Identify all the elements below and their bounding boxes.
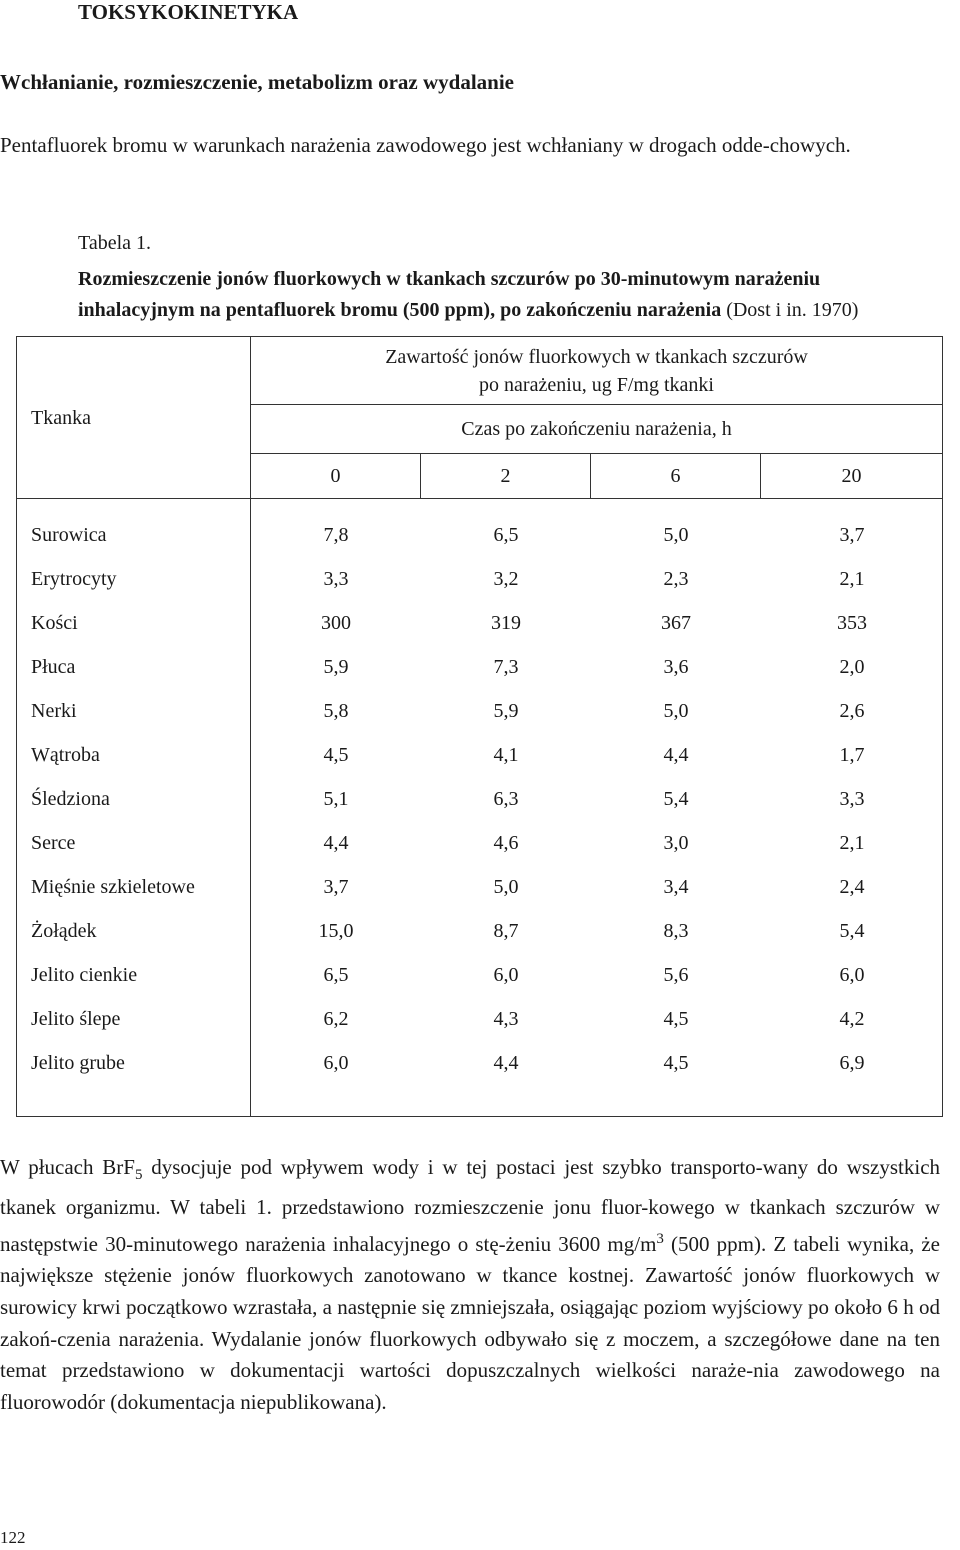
tissue-name: Jelito cienkie bbox=[31, 964, 138, 986]
table-row bbox=[251, 777, 943, 821]
tissue-name: Jelito ślepe bbox=[31, 1008, 121, 1030]
table-cell: 5,0 bbox=[663, 524, 689, 546]
table-cell: 2,0 bbox=[839, 656, 865, 678]
body-text-part: W płucach BrF bbox=[0, 1155, 135, 1179]
table-caption bbox=[78, 264, 941, 326]
table-cell: 8,7 bbox=[493, 920, 519, 942]
table-cell: 5,8 bbox=[323, 700, 349, 722]
table-row bbox=[251, 733, 943, 777]
body-text-part: (500 ppm). Z tabeli wynika, że największe stężenie jonów fluorkowych zanotowano w tkance kostnej. Zawartość jonów fluorkowych w surowicy krwi początkowo wzrastała, a następnie się zmniejszała, osiągając poziom wyjściowy po około 6 h od zakoń-czenia narażenia. Wydalanie jonów fluorkowych odbywało się z moczem, a szczegółowe dane na ten temat przedstawiono w dokumentacji wartości dopuszczalnych wielkości naraże-nia zawodowego na fluorowodór (dokumentacja niepublikowana). bbox=[0, 1231, 940, 1415]
table-cell: 4,5 bbox=[323, 744, 349, 766]
table-cell: 2,1 bbox=[839, 832, 865, 854]
table-caption-title: Rozmieszczenie jonów fluorkowych w tkankach szczurów po 30-minutowym narażeniu inhalacyjnym na pentafluorek bromu (500 ppm), po zakończeniu narażenia bbox=[78, 268, 821, 321]
table-cell: 4,5 bbox=[663, 1008, 689, 1030]
table-cell: 6,0 bbox=[323, 1052, 349, 1074]
table-cell: 4,4 bbox=[493, 1052, 519, 1074]
table-cell: 4,1 bbox=[493, 744, 519, 766]
header-content bbox=[251, 337, 943, 405]
tissue-name: Płuca bbox=[31, 656, 76, 678]
table-cell: 319 bbox=[491, 612, 521, 634]
header-time-point: 2 bbox=[421, 454, 591, 499]
table-cell: 6,3 bbox=[493, 788, 519, 810]
table-cell: 4,4 bbox=[663, 744, 689, 766]
table-row bbox=[251, 689, 943, 733]
body-paragraph bbox=[0, 1152, 940, 1419]
table-cell: 5,9 bbox=[493, 700, 519, 722]
values-grid bbox=[251, 513, 943, 1085]
table-cell: 7,3 bbox=[493, 656, 519, 678]
table-cell: 3,7 bbox=[323, 876, 349, 898]
table-cell: 3,7 bbox=[839, 524, 865, 546]
tissue-name: Mięśnie szkieletowe bbox=[31, 876, 195, 898]
tissue-name: Żołądek bbox=[31, 920, 97, 942]
table-cell: 5,0 bbox=[663, 700, 689, 722]
table-cell: 4,5 bbox=[663, 1052, 689, 1074]
table-cell: 3,6 bbox=[663, 656, 689, 678]
table-cell: 2,3 bbox=[663, 568, 689, 590]
table-row bbox=[251, 997, 943, 1041]
table-row bbox=[251, 1041, 943, 1085]
table-cell: 5,9 bbox=[323, 656, 349, 678]
table-cell: 5,1 bbox=[323, 788, 349, 810]
table-cell: 5,4 bbox=[663, 788, 689, 810]
table-cell: 6,5 bbox=[323, 964, 349, 986]
table-cell: 353 bbox=[837, 612, 867, 634]
tissue-name: Kości bbox=[31, 612, 78, 634]
fluoride-distribution-table bbox=[16, 336, 942, 1117]
table-row bbox=[251, 645, 943, 689]
table-cell: 15,0 bbox=[318, 920, 354, 942]
table-cell: 5,4 bbox=[839, 920, 865, 942]
header-content-line2: po narażeniu, ug F/mg tkanki bbox=[479, 373, 714, 396]
table-cell: 6,0 bbox=[839, 964, 865, 986]
table-cell: 7,8 bbox=[323, 524, 349, 546]
header-time: Czas po zakończeniu narażenia, h bbox=[251, 405, 943, 454]
table-cell: 8,3 bbox=[663, 920, 689, 942]
tissue-name: Jelito grube bbox=[31, 1052, 125, 1074]
table-cell: 2,6 bbox=[839, 700, 865, 722]
values-block bbox=[251, 499, 943, 1117]
intro-paragraph: Pentafluorek bromu w warunkach narażenia zawodowego jest wchłaniany w drogach odde-chowych. bbox=[0, 133, 851, 157]
table-cell: 2,1 bbox=[839, 568, 865, 590]
table-row bbox=[251, 821, 943, 865]
table-cell: 367 bbox=[661, 612, 691, 634]
table-cell: 6,2 bbox=[323, 1008, 349, 1030]
superscript: 3 bbox=[656, 1230, 664, 1247]
table-label: Tabela 1. bbox=[78, 232, 152, 254]
table-cell: 4,6 bbox=[493, 832, 519, 854]
table-cell: 6,5 bbox=[493, 524, 519, 546]
table-row bbox=[251, 601, 943, 645]
table-cell: 3,2 bbox=[493, 568, 519, 590]
tissue-column bbox=[17, 499, 251, 1117]
section-title: TOKSYKOKINETYKA bbox=[78, 0, 299, 24]
table-cell: 2,4 bbox=[839, 876, 865, 898]
table-cell: 6,9 bbox=[839, 1052, 865, 1074]
table-cell: 3,3 bbox=[839, 788, 865, 810]
table-cell: 3,0 bbox=[663, 832, 689, 854]
table-row bbox=[251, 865, 943, 909]
table-cell: 4,4 bbox=[323, 832, 349, 854]
table-cell: 6,0 bbox=[493, 964, 519, 986]
tissue-name: Erytrocyty bbox=[31, 568, 117, 590]
tissue-name: Surowica bbox=[31, 524, 107, 546]
tissue-name: Śledziona bbox=[31, 788, 110, 810]
header-tissue: Tkanka bbox=[17, 337, 251, 499]
body-text-part: dysocjuje pod wpływem wody i w tej postaci jest szybko transporto-wany do wszystkich tkanek organizmu. W tabeli 1. przedstawiono rozmieszczenie jonu fluor-kowego w tkankach szczurów w następstwie 30-minutowego narażenia inhalacyjnego o stę-żeniu 3600 mg/m bbox=[0, 1155, 941, 1256]
table-cell: 3,4 bbox=[663, 876, 689, 898]
table-row bbox=[251, 953, 943, 997]
header-time-point: 0 bbox=[251, 454, 421, 499]
table-cell: 5,6 bbox=[663, 964, 689, 986]
table-row bbox=[251, 909, 943, 953]
tissue-name: Serce bbox=[31, 832, 76, 854]
table-row bbox=[251, 513, 943, 557]
table-cell: 4,3 bbox=[493, 1008, 519, 1030]
subsection-title: Wchłanianie, rozmieszczenie, metabolizm oraz wydalanie bbox=[0, 70, 515, 94]
header-time-point: 6 bbox=[591, 454, 761, 499]
page-number: 122 bbox=[0, 1528, 26, 1547]
tissue-name: Nerki bbox=[31, 700, 77, 722]
table-body bbox=[17, 499, 943, 1117]
table-cell: 5,0 bbox=[493, 876, 519, 898]
table-cell: 300 bbox=[321, 612, 351, 634]
data-table bbox=[16, 336, 943, 1117]
table-caption-source: (Dost i in. 1970) bbox=[721, 299, 859, 321]
table-cell: 4,2 bbox=[839, 1008, 865, 1030]
table-row bbox=[251, 557, 943, 601]
table-cell: 3,3 bbox=[323, 568, 349, 590]
subscript: 5 bbox=[134, 1167, 143, 1184]
table-cell: 1,7 bbox=[839, 744, 865, 766]
header-time-point: 20 bbox=[761, 454, 943, 499]
header-content-line1: Zawartość jonów fluorkowych w tkankach szczurów bbox=[385, 345, 808, 368]
tissue-name: Wątroba bbox=[31, 744, 100, 766]
